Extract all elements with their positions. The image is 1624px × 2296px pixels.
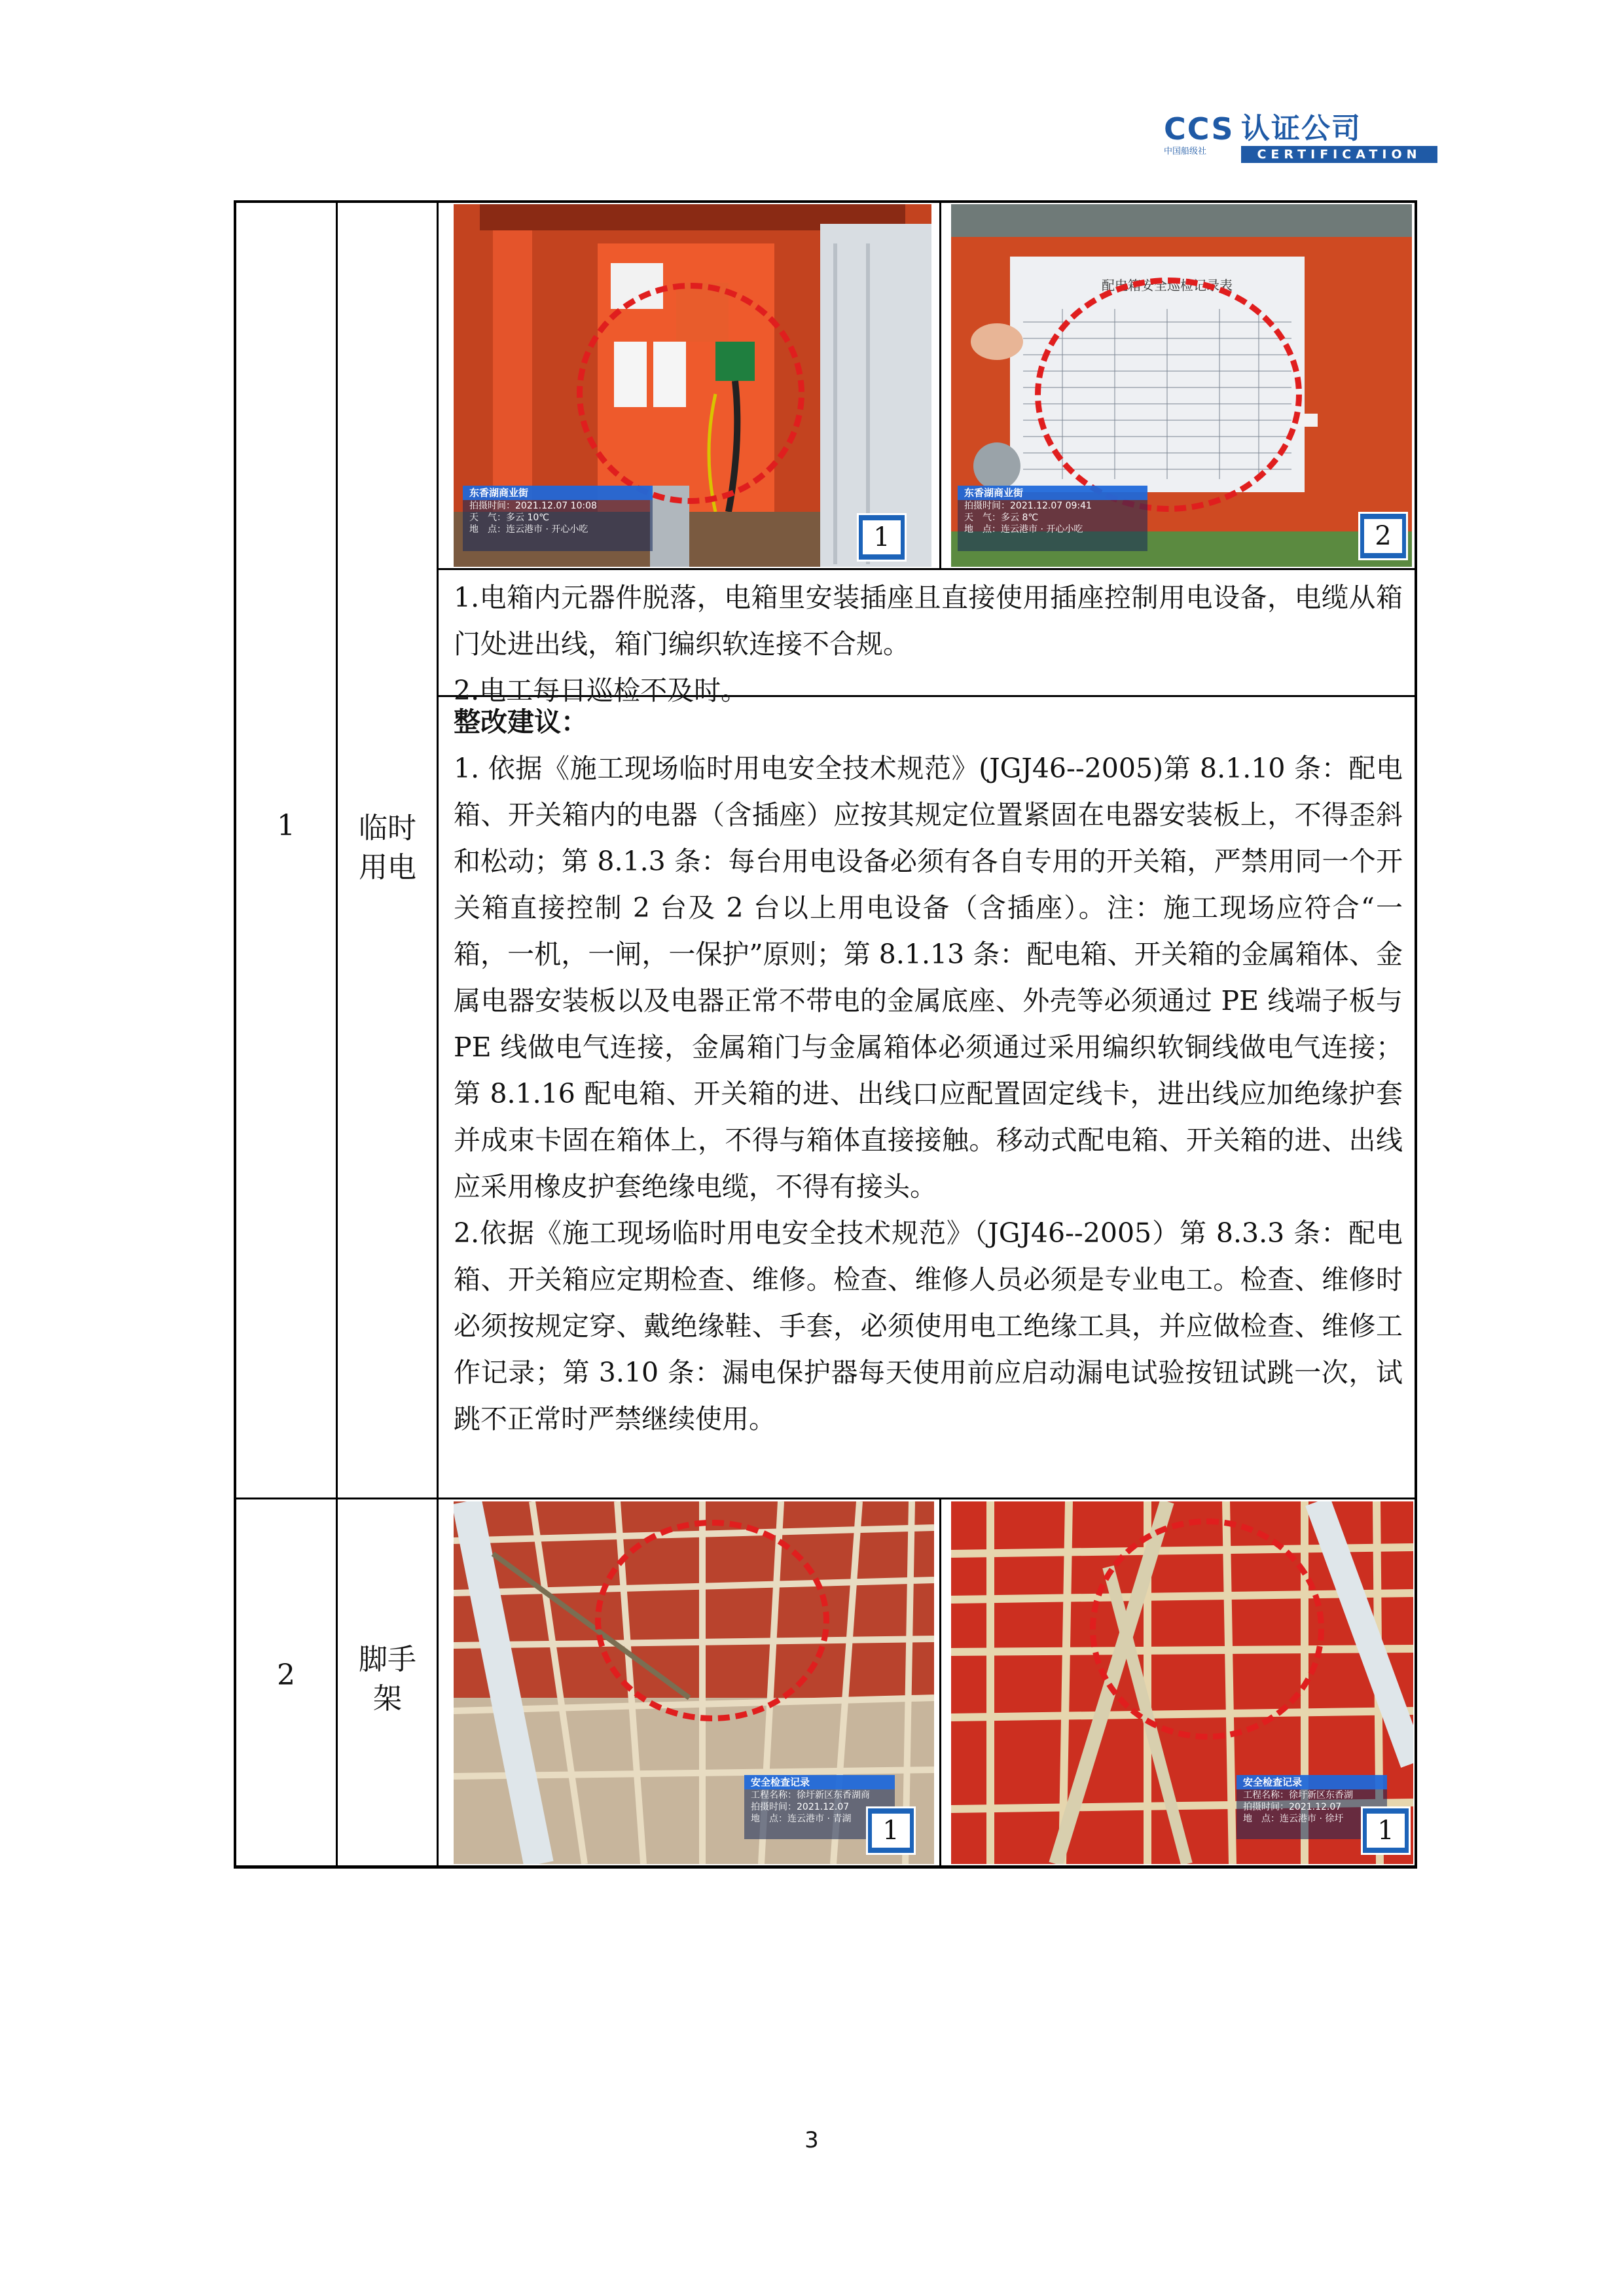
highlight-circle: [1035, 278, 1302, 512]
row-1-photo-1: [454, 204, 931, 567]
sheet-title: 配电箱安全巡检记录表: [1102, 278, 1233, 293]
logo-certification-text: CERTIFICATION: [1241, 146, 1437, 163]
stamp-line: 工程名称：徐圩新区东香湖商: [751, 1790, 870, 1801]
row-2-category: 脚手架: [359, 1643, 416, 1715]
photo-number-badge: 1: [857, 513, 907, 562]
row-2-photo-1: [454, 1501, 934, 1864]
row-1-suggestions: [454, 699, 1403, 1443]
stamp-line: 地 点：连云港市 · 开心小吃: [469, 524, 588, 535]
row-1-findings: [454, 575, 1403, 714]
suggestion-item: 1. 依据《施工现场临时用电安全技术规范》(JGJ46--2005)第 8.1.10 条：配电箱、开关箱内的电器（含插座）应按其规定位置紧固在电器安装板上，不得歪斜和松动；第 8.1.3 条：每台用电设备必须有各自专用的开关箱，严禁用同一个开关箱直接控制 2 台及 2 台以上用电设备（含插座）。注：施工现场应符合“一箱，一机，一闸，一保护”原则；第 8.1.13 条：配电箱、开关箱的金属箱体、金属电器安装板以及电器正常不带电的金属底座、外壳等必须通过 PE 线端子板与 PE 线做电气连接，金属箱门与金属箱体必须通过采用编织软铜线做电气连接；第 8.1.16 配电箱、开关箱的进、出线口应配置固定线卡，进出线应加绝缘护套并成束卡固在箱体上，不得与箱体直接接触。移动式配电箱、开关箱的进、出线应采用橡皮护套绝缘电缆，不得有接头。: [454, 753, 1403, 1202]
photo-number-badge: 2: [1358, 512, 1408, 560]
finding-item: 2.电工每日巡检不及时。: [454, 675, 748, 706]
photo-watermark-stamp: [463, 486, 653, 551]
stamp-line: 地 点：连云港市 · 开心小吃: [964, 524, 1083, 535]
highlight-circle: [1090, 1518, 1324, 1740]
stamp-line: 拍摄时间：2021.12.07: [1243, 1802, 1342, 1812]
stamp-line: 拍摄时间：2021.12.07 10:08: [469, 501, 597, 511]
row-1-photo-2: [951, 204, 1412, 567]
photo-watermark-stamp: [958, 486, 1147, 551]
photo-number-badge: 1: [866, 1806, 916, 1855]
logo-ccs-text: CCS: [1164, 111, 1235, 147]
stamp-title: 东香湖商业街: [958, 486, 1147, 500]
row-2-photo-2: [951, 1501, 1413, 1864]
row-1-category: 临时用电: [359, 812, 416, 884]
stamp-title: 安全检查记录: [744, 1775, 895, 1789]
page-number: 3: [804, 2127, 819, 2153]
suggestion-heading: 整改建议：: [454, 706, 588, 738]
stamp-title: 东香湖商业街: [463, 486, 653, 500]
stamp-title: 安全检查记录: [1236, 1775, 1387, 1789]
highlight-circle: [595, 1520, 829, 1721]
finding-item: 1.电箱内元器件脱落，电箱里安装插座且直接使用插座控制用电设备，电缆从箱门处进出线，箱门编织软连接不合规。: [454, 582, 1403, 660]
highlight-circle: [577, 283, 804, 504]
logo-chinese-text: 认证公司: [1241, 112, 1362, 145]
stamp-line: 拍摄时间：2021.12.07 09:41: [964, 501, 1092, 511]
row-1-number: 1: [277, 809, 295, 842]
stamp-line: 天 气：多云 8℃: [964, 512, 1039, 523]
suggestion-item: 2.依据《施工现场临时用电安全技术规范》（JGJ46--2005）第 8.3.3 条：配电箱、开关箱应定期检查、维修。检查、维修人员必须是专业电工。检查、维修时必须按规定穿、戴绝缘鞋、手套，必须使用电工绝缘工具，并应做检查、维修工作记录；第 3.10 条：漏电保护器每天使用前应启动漏电试验按钮试跳一次，试跳不正常时严禁继续使用。: [454, 1217, 1403, 1435]
logo-society-text: 中国船级社: [1164, 147, 1207, 156]
stamp-line: 地 点：连云港市 · 徐圩: [1243, 1814, 1344, 1824]
ccs-certification-logo: [1164, 111, 1439, 167]
inspection-table: [234, 200, 1417, 1868]
stamp-line: 天 气：多云 10℃: [469, 512, 549, 523]
stamp-line: 工程名称：徐圩新区东香湖: [1243, 1790, 1353, 1801]
row-2-number: 2: [277, 1659, 295, 1692]
stamp-line: 拍摄时间：2021.12.07: [751, 1802, 850, 1812]
photo-number-badge: 1: [1361, 1806, 1411, 1855]
stamp-line: 地 点：连云港市 · 青湖: [751, 1814, 852, 1824]
